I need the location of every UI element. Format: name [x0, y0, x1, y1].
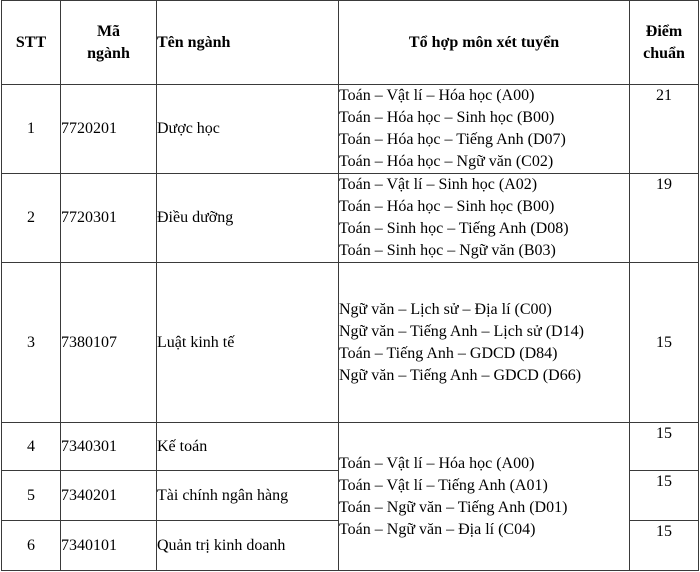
row-benchmark-score: 15	[630, 263, 699, 423]
header-benchmark-score	[630, 1, 699, 85]
row-benchmark-score: 15	[630, 423, 699, 471]
table-row	[2, 174, 699, 263]
combination-item: Toán – Hóa học – Ngữ văn (C02)	[339, 153, 554, 170]
table-row	[2, 263, 699, 423]
header-benchmark-score-line-2: chuẩn	[643, 44, 685, 62]
header-major-code	[61, 1, 157, 85]
header-subject-combination: Tổ hợp môn xét tuyển	[339, 1, 630, 85]
row-stt: 1	[2, 85, 61, 174]
combination-item: Toán – Vật lí – Tiếng Anh (A01)	[339, 476, 548, 494]
row-stt: 5	[2, 471, 61, 521]
row-benchmark-score: 21	[630, 85, 699, 174]
header-major-code-line-2: ngành	[87, 44, 130, 62]
row-major-name: Quản trị kinh doanh	[157, 521, 339, 571]
header-row	[2, 1, 699, 85]
combination-item: Toán – Tiếng Anh – GDCD (D84)	[339, 344, 558, 362]
combination-item: Toán – Ngữ văn – Tiếng Anh (D01)	[339, 498, 568, 516]
row-subject-combinations	[339, 85, 630, 174]
row-major-name: Kế toán	[157, 423, 339, 471]
table-row	[2, 423, 699, 471]
combination-item: Ngữ văn – Lịch sử – Địa lí (C00)	[339, 300, 552, 318]
row-stt: 4	[2, 423, 61, 471]
combination-item: Toán – Sinh học – Ngữ văn (B03)	[339, 242, 556, 259]
row-major-code: 7380107	[61, 263, 157, 423]
row-benchmark-score: 15	[630, 521, 699, 571]
row-subject-combinations	[339, 174, 630, 263]
combination-item: Toán – Hóa học – Tiếng Anh (D07)	[339, 131, 566, 148]
combination-item: Toán – Hóa học – Sinh học (B00)	[339, 198, 555, 215]
combination-item: Toán – Ngữ văn – Địa lí (C04)	[339, 520, 536, 538]
row-major-name: Luật kinh tế	[157, 263, 339, 423]
table-row	[2, 85, 699, 174]
combination-item: Ngữ văn – Tiếng Anh – GDCD (D66)	[339, 366, 582, 384]
row-benchmark-score: 19	[630, 174, 699, 263]
row-major-name: Điều dưỡng	[157, 174, 339, 263]
row-major-code: 7340201	[61, 471, 157, 521]
row-stt: 6	[2, 521, 61, 571]
row-major-name: Dược học	[157, 85, 339, 174]
row-major-code: 7340101	[61, 521, 157, 571]
row-major-code: 7720301	[61, 174, 157, 263]
combination-item: Toán – Vật lí – Hóa học (A00)	[339, 87, 535, 104]
row-benchmark-score: 15	[630, 471, 699, 521]
row-stt: 2	[2, 174, 61, 263]
row-major-name: Tài chính ngân hàng	[157, 471, 339, 521]
header-stt: STT	[2, 1, 61, 85]
combination-item: Toán – Vật lí – Hóa học (A00)	[339, 454, 535, 472]
header-major-code-line-1: Mã	[96, 22, 121, 40]
shared-subject-combinations	[339, 423, 630, 571]
combination-item: Ngữ văn – Tiếng Anh – Lịch sử (D14)	[339, 322, 584, 340]
admission-score-table	[1, 0, 699, 571]
combination-item: Toán – Sinh học – Tiếng Anh (D08)	[339, 220, 569, 237]
row-major-code: 7720201	[61, 85, 157, 174]
header-major-name: Tên ngành	[157, 1, 339, 85]
row-major-code: 7340301	[61, 423, 157, 471]
combination-item: Toán – Hóa học – Sinh học (B00)	[339, 109, 555, 126]
row-stt: 3	[2, 263, 61, 423]
row-subject-combinations	[339, 263, 630, 423]
combination-item: Toán – Vật lí – Sinh học (A02)	[339, 176, 538, 193]
header-benchmark-score-line-1: Điểm	[645, 22, 683, 40]
